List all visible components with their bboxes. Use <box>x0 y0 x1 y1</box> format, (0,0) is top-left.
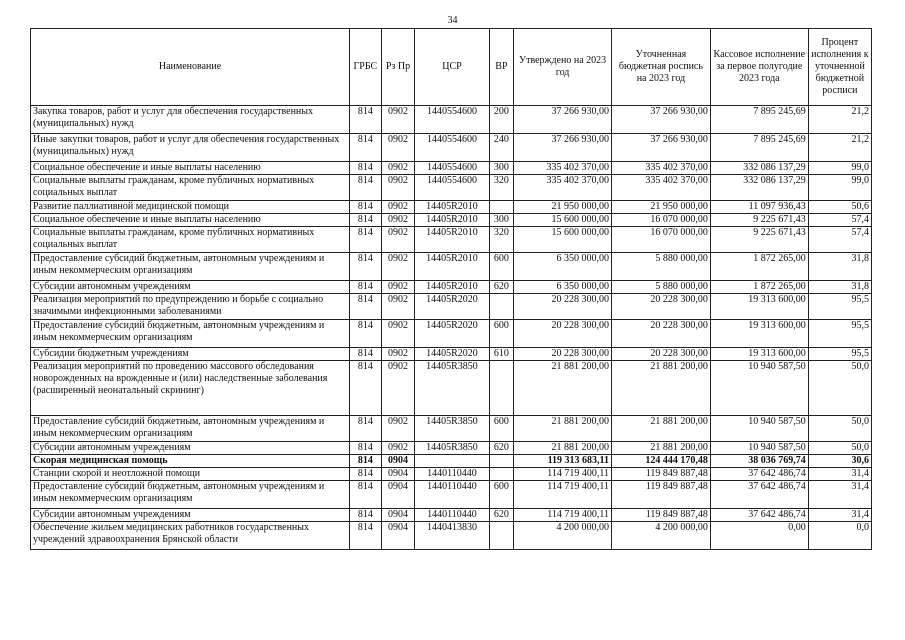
cell-rz-pr: 0904 <box>381 481 415 509</box>
cell-name: Предоставление субсидий бюджетным, автономным учреждениям и иным некоммерческим организациям <box>31 416 350 442</box>
cell-specified: 335 402 370,00 <box>612 162 711 175</box>
cell-name: Социальные выплаты гражданам, кроме публичных нормативных социальных выплат <box>31 227 350 253</box>
cell-vr: 620 <box>489 442 513 455</box>
cell-csr: 14405R3850 <box>415 361 489 416</box>
cell-rz-pr: 0902 <box>381 214 415 227</box>
cell-csr: 1440413830 <box>415 522 489 550</box>
cell-cash: 19 313 600,00 <box>710 320 808 348</box>
cell-cash: 332 086 137,29 <box>710 162 808 175</box>
cell-approved: 335 402 370,00 <box>514 162 612 175</box>
cell-approved: 4 200 000,00 <box>514 522 612 550</box>
cell-percent: 21,2 <box>808 106 871 134</box>
cell-percent: 50,0 <box>808 361 871 416</box>
cell-cash: 10 940 587,50 <box>710 361 808 416</box>
cell-vr: 600 <box>489 416 513 442</box>
cell-rz-pr: 0904 <box>381 468 415 481</box>
cell-approved: 15 600 000,00 <box>514 227 612 253</box>
cell-csr: 14405R2010 <box>415 214 489 227</box>
table-row <box>31 201 872 214</box>
cell-percent: 50,0 <box>808 416 871 442</box>
cell-percent: 99,0 <box>808 175 871 201</box>
cell-percent: 50,0 <box>808 442 871 455</box>
table-row <box>31 294 872 320</box>
cell-approved: 15 600 000,00 <box>514 214 612 227</box>
cell-percent: 50,6 <box>808 201 871 214</box>
cell-csr: 1440110440 <box>415 509 489 522</box>
cell-grbs: 814 <box>350 281 382 294</box>
cell-cash: 9 225 671,43 <box>710 214 808 227</box>
cell-csr: 14405R2010 <box>415 253 489 281</box>
cell-rz-pr: 0904 <box>381 522 415 550</box>
table-row <box>31 361 872 416</box>
cell-grbs: 814 <box>350 416 382 442</box>
cell-specified: 119 849 887,48 <box>612 468 711 481</box>
table-row <box>31 509 872 522</box>
cell-cash: 9 225 671,43 <box>710 227 808 253</box>
cell-csr: 1440554600 <box>415 162 489 175</box>
cell-rz-pr: 0902 <box>381 134 415 162</box>
cell-approved: 21 950 000,00 <box>514 201 612 214</box>
cell-grbs: 814 <box>350 175 382 201</box>
cell-vr: 620 <box>489 281 513 294</box>
cell-name: Развитие паллиативной медицинской помощи <box>31 201 350 214</box>
cell-percent: 31,4 <box>808 468 871 481</box>
header-specified: Уточненная бюджетная роспись на 2023 год <box>612 29 711 106</box>
table-row <box>31 106 872 134</box>
cell-specified: 37 266 930,00 <box>612 134 711 162</box>
cell-rz-pr: 0902 <box>381 106 415 134</box>
table-row <box>31 416 872 442</box>
cell-csr: 14405R2010 <box>415 281 489 294</box>
cell-rz-pr: 0902 <box>381 227 415 253</box>
cell-cash: 19 313 600,00 <box>710 348 808 361</box>
cell-specified: 37 266 930,00 <box>612 106 711 134</box>
cell-name: Реализация мероприятий по предупреждению и борьбе с социально значимыми инфекционными заболеваниями <box>31 294 350 320</box>
cell-specified: 21 881 200,00 <box>612 442 711 455</box>
cell-grbs: 814 <box>350 348 382 361</box>
cell-name: Предоставление субсидий бюджетным, автономным учреждениям и иным некоммерческим организациям <box>31 481 350 509</box>
cell-name: Социальные выплаты гражданам, кроме публичных нормативных социальных выплат <box>31 175 350 201</box>
cell-vr <box>489 294 513 320</box>
cell-cash: 37 642 486,74 <box>710 509 808 522</box>
cell-name: Субсидии бюджетным учреждениям <box>31 348 350 361</box>
cell-approved: 20 228 300,00 <box>514 348 612 361</box>
cell-vr <box>489 522 513 550</box>
cell-approved: 335 402 370,00 <box>514 175 612 201</box>
cell-grbs: 814 <box>350 106 382 134</box>
cell-csr: 14405R2020 <box>415 348 489 361</box>
cell-vr: 200 <box>489 106 513 134</box>
table-row <box>31 134 872 162</box>
cell-cash: 7 895 245,69 <box>710 134 808 162</box>
cell-grbs: 814 <box>350 522 382 550</box>
cell-name: Субсидии автономным учреждениям <box>31 442 350 455</box>
cell-rz-pr: 0902 <box>381 175 415 201</box>
cell-percent: 95,5 <box>808 348 871 361</box>
cell-csr: 1440554600 <box>415 134 489 162</box>
cell-name: Скорая медицинская помощь <box>31 455 350 468</box>
cell-name: Социальное обеспечение и иные выплаты населению <box>31 162 350 175</box>
cell-specified: 16 070 000,00 <box>612 227 711 253</box>
page-number: 34 <box>447 15 458 26</box>
cell-specified: 21 950 000,00 <box>612 201 711 214</box>
cell-rz-pr: 0902 <box>381 416 415 442</box>
cell-csr: 14405R2010 <box>415 201 489 214</box>
cell-cash: 1 872 265,00 <box>710 253 808 281</box>
cell-rz-pr: 0902 <box>381 442 415 455</box>
table-row <box>31 227 872 253</box>
cell-grbs: 814 <box>350 201 382 214</box>
cell-rz-pr: 0902 <box>381 162 415 175</box>
cell-name: Закупка товаров, работ и услуг для обеспечения государственных (муниципальных) нужд <box>31 106 350 134</box>
cell-percent: 99,0 <box>808 162 871 175</box>
cell-name: Обеспечение жильем медицинских работников государственных учреждений здравоохранения Брянской области <box>31 522 350 550</box>
cell-specified: 20 228 300,00 <box>612 294 711 320</box>
cell-vr <box>489 361 513 416</box>
cell-csr: 1440554600 <box>415 175 489 201</box>
cell-approved: 21 881 200,00 <box>514 361 612 416</box>
cell-grbs: 814 <box>350 481 382 509</box>
cell-specified: 21 881 200,00 <box>612 361 711 416</box>
cell-approved: 119 313 683,11 <box>514 455 612 468</box>
cell-percent: 57,4 <box>808 227 871 253</box>
table-row <box>31 175 872 201</box>
cell-vr: 320 <box>489 227 513 253</box>
cell-vr: 610 <box>489 348 513 361</box>
cell-grbs: 814 <box>350 468 382 481</box>
cell-csr: 14405R2010 <box>415 227 489 253</box>
cell-csr: 1440110440 <box>415 481 489 509</box>
cell-vr <box>489 468 513 481</box>
header-cash: Кассовое исполнение за первое полугодие 2023 года <box>710 29 808 106</box>
cell-cash: 1 872 265,00 <box>710 281 808 294</box>
cell-name: Реализация мероприятий по проведению массового обследования новорожденных на врожденные и (или) наследственные заболевания (расширенный неонатальный скрининг) <box>31 361 350 416</box>
cell-cash: 10 940 587,50 <box>710 416 808 442</box>
cell-csr: 14405R3850 <box>415 442 489 455</box>
cell-rz-pr: 0902 <box>381 361 415 416</box>
cell-approved: 20 228 300,00 <box>514 320 612 348</box>
cell-specified: 20 228 300,00 <box>612 320 711 348</box>
cell-approved: 37 266 930,00 <box>514 134 612 162</box>
cell-specified: 124 444 170,48 <box>612 455 711 468</box>
cell-percent: 31,4 <box>808 481 871 509</box>
cell-approved: 114 719 400,11 <box>514 468 612 481</box>
cell-name: Субсидии автономным учреждениям <box>31 509 350 522</box>
cell-cash: 0,00 <box>710 522 808 550</box>
header-row <box>31 29 872 106</box>
budget-execution-table <box>30 28 872 550</box>
cell-csr: 14405R2020 <box>415 320 489 348</box>
table-body <box>31 106 872 550</box>
cell-grbs: 814 <box>350 214 382 227</box>
cell-percent: 31,8 <box>808 253 871 281</box>
cell-rz-pr: 0902 <box>381 281 415 294</box>
cell-specified: 21 881 200,00 <box>612 416 711 442</box>
cell-name: Иные закупки товаров, работ и услуг для обеспечения государственных (муниципальных) нужд <box>31 134 350 162</box>
header-approved: Утверждено на 2023 год <box>514 29 612 106</box>
header-name: Наименование <box>31 29 350 106</box>
cell-cash: 10 940 587,50 <box>710 442 808 455</box>
cell-rz-pr: 0902 <box>381 201 415 214</box>
cell-specified: 16 070 000,00 <box>612 214 711 227</box>
cell-name: Социальное обеспечение и иные выплаты населению <box>31 214 350 227</box>
cell-csr: 14405R3850 <box>415 416 489 442</box>
cell-name: Станции скорой и неотложной помощи <box>31 468 350 481</box>
cell-rz-pr: 0902 <box>381 253 415 281</box>
cell-csr <box>415 455 489 468</box>
cell-cash: 332 086 137,29 <box>710 175 808 201</box>
table-row <box>31 455 872 468</box>
cell-percent: 57,4 <box>808 214 871 227</box>
cell-approved: 21 881 200,00 <box>514 442 612 455</box>
cell-specified: 5 880 000,00 <box>612 281 711 294</box>
table-row <box>31 442 872 455</box>
cell-vr: 600 <box>489 481 513 509</box>
cell-approved: 21 881 200,00 <box>514 416 612 442</box>
cell-grbs: 814 <box>350 320 382 348</box>
cell-specified: 5 880 000,00 <box>612 253 711 281</box>
header-csr: ЦСР <box>415 29 489 106</box>
cell-approved: 37 266 930,00 <box>514 106 612 134</box>
cell-csr: 14405R2020 <box>415 294 489 320</box>
cell-approved: 6 350 000,00 <box>514 281 612 294</box>
cell-cash: 11 097 936,43 <box>710 201 808 214</box>
cell-csr: 1440554600 <box>415 106 489 134</box>
cell-vr: 320 <box>489 175 513 201</box>
table-row <box>31 162 872 175</box>
cell-percent: 95,5 <box>808 320 871 348</box>
cell-vr: 300 <box>489 214 513 227</box>
cell-vr <box>489 455 513 468</box>
cell-grbs: 814 <box>350 253 382 281</box>
cell-cash: 37 642 486,74 <box>710 481 808 509</box>
table-row <box>31 253 872 281</box>
cell-rz-pr: 0902 <box>381 320 415 348</box>
cell-grbs: 814 <box>350 509 382 522</box>
cell-cash: 38 036 769,74 <box>710 455 808 468</box>
cell-vr: 600 <box>489 253 513 281</box>
cell-rz-pr: 0902 <box>381 294 415 320</box>
cell-grbs: 814 <box>350 227 382 253</box>
cell-grbs: 814 <box>350 442 382 455</box>
cell-specified: 20 228 300,00 <box>612 348 711 361</box>
cell-name: Предоставление субсидий бюджетным, автономным учреждениям и иным некоммерческим организациям <box>31 320 350 348</box>
cell-grbs: 814 <box>350 361 382 416</box>
cell-grbs: 814 <box>350 134 382 162</box>
cell-grbs: 814 <box>350 162 382 175</box>
cell-vr: 620 <box>489 509 513 522</box>
cell-csr: 1440110440 <box>415 468 489 481</box>
cell-approved: 20 228 300,00 <box>514 294 612 320</box>
table-row <box>31 320 872 348</box>
cell-cash: 19 313 600,00 <box>710 294 808 320</box>
cell-vr <box>489 201 513 214</box>
cell-specified: 335 402 370,00 <box>612 175 711 201</box>
cell-percent: 30,6 <box>808 455 871 468</box>
table-row <box>31 468 872 481</box>
table-row <box>31 481 872 509</box>
cell-rz-pr: 0902 <box>381 348 415 361</box>
cell-percent: 31,8 <box>808 281 871 294</box>
cell-vr: 240 <box>489 134 513 162</box>
cell-vr: 300 <box>489 162 513 175</box>
table-row <box>31 348 872 361</box>
cell-specified: 119 849 887,48 <box>612 509 711 522</box>
cell-cash: 7 895 245,69 <box>710 106 808 134</box>
cell-vr: 600 <box>489 320 513 348</box>
cell-percent: 95,5 <box>808 294 871 320</box>
header-percent: Процент исполнения к уточненной бюджетной росписи <box>808 29 871 106</box>
cell-rz-pr: 0904 <box>381 455 415 468</box>
cell-percent: 0,0 <box>808 522 871 550</box>
cell-approved: 114 719 400,11 <box>514 481 612 509</box>
header-rz-pr: Рз Пр <box>381 29 415 106</box>
cell-name: Предоставление субсидий бюджетным, автономным учреждениям и иным некоммерческим организациям <box>31 253 350 281</box>
header-vr: ВР <box>489 29 513 106</box>
cell-rz-pr: 0904 <box>381 509 415 522</box>
cell-specified: 4 200 000,00 <box>612 522 711 550</box>
cell-grbs: 814 <box>350 455 382 468</box>
cell-specified: 119 849 887,48 <box>612 481 711 509</box>
cell-approved: 6 350 000,00 <box>514 253 612 281</box>
header-grbs: ГРБС <box>350 29 382 106</box>
table-row <box>31 214 872 227</box>
cell-approved: 114 719 400,11 <box>514 509 612 522</box>
cell-percent: 21,2 <box>808 134 871 162</box>
cell-percent: 31,4 <box>808 509 871 522</box>
table-row <box>31 281 872 294</box>
cell-cash: 37 642 486,74 <box>710 468 808 481</box>
cell-name: Субсидии автономным учреждениям <box>31 281 350 294</box>
cell-grbs: 814 <box>350 294 382 320</box>
table-row <box>31 522 872 550</box>
